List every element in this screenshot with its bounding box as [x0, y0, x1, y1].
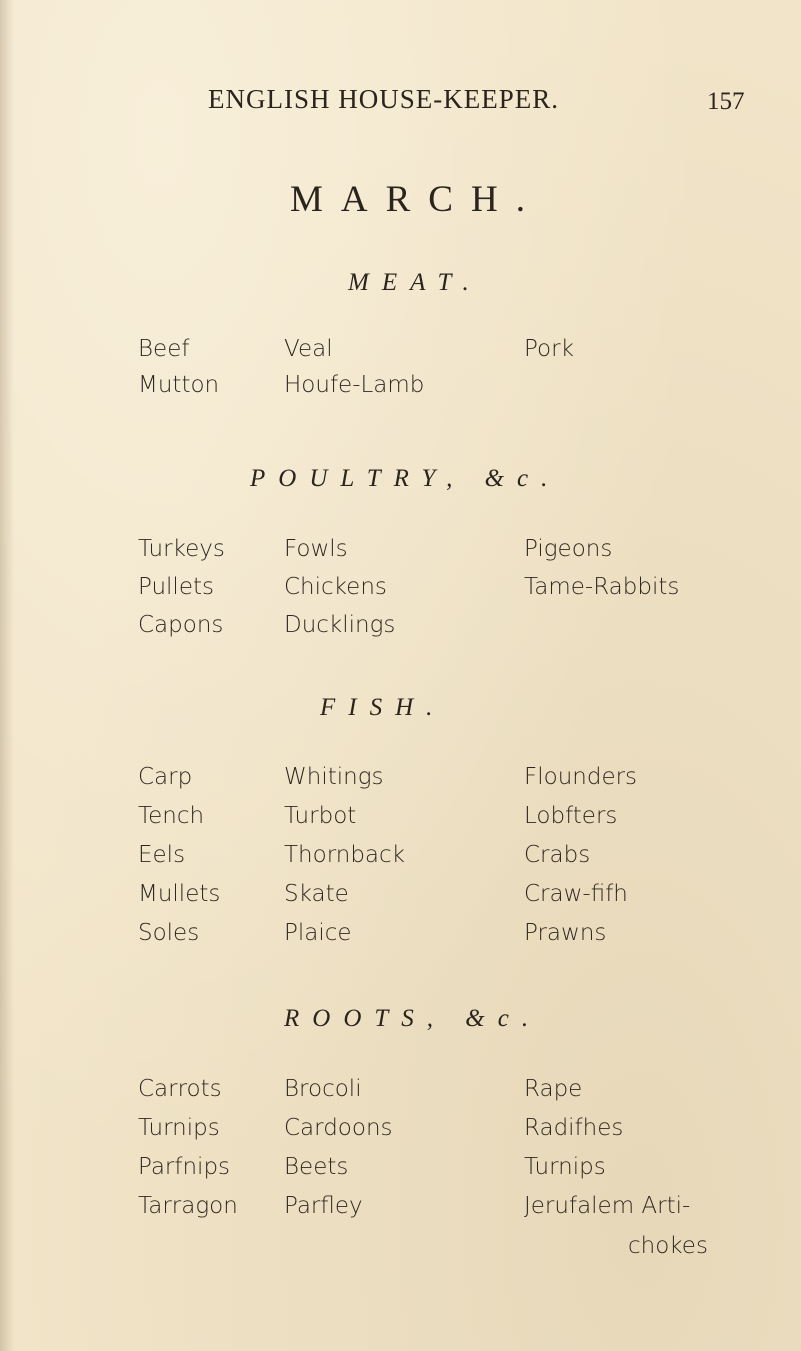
list-item: Whitings [284, 764, 384, 790]
list-item: Capons [138, 612, 224, 638]
list-item: Radifhes [524, 1115, 624, 1141]
section-heading-fish: FISH. [320, 694, 446, 721]
list-item: Turnips [138, 1115, 220, 1141]
list-item: Prawns [524, 920, 607, 946]
section-heading-poultry: POULTRY, &c. [250, 465, 561, 492]
list-item: Mullets [138, 881, 221, 907]
list-item: Tarragon [138, 1193, 238, 1219]
section-heading-meat: MEAT. [348, 269, 482, 296]
list-item: Parfnips [138, 1154, 231, 1180]
section-heading-roots: ROOTS, &c. [284, 1005, 542, 1032]
list-item: Fowls [284, 536, 348, 562]
list-item: Crabs [524, 842, 591, 868]
list-item: Mutton [138, 372, 220, 398]
list-item: Cardoons [284, 1115, 393, 1141]
list-item: Chickens [284, 574, 387, 600]
list-item: Carp [138, 764, 193, 790]
list-item: Turnips [524, 1154, 606, 1180]
list-item: Carrots [138, 1076, 222, 1102]
list-item: Parfley [284, 1193, 363, 1219]
list-item: Pigeons [524, 536, 613, 562]
list-item: Brocoli [284, 1076, 362, 1102]
list-item: Lobfters [524, 803, 618, 829]
list-item: Beef [138, 336, 190, 362]
list-item: Plaice [284, 920, 352, 946]
list-item-continuation: chokes [628, 1233, 708, 1259]
month-title: MARCH. [290, 179, 543, 220]
list-item: Pork [524, 336, 574, 362]
list-item: Skate [284, 881, 349, 907]
page-number: 157 [707, 88, 745, 115]
list-item: Houfe-Lamb [284, 372, 425, 398]
list-item: Turbot [284, 803, 357, 829]
list-item: Jerufalem Arti- [524, 1193, 691, 1219]
list-item: Rape [524, 1076, 583, 1102]
running-head: ENGLISH HOUSE-KEEPER. [208, 84, 559, 114]
list-item: Turkeys [138, 536, 225, 562]
list-item: Veal [284, 336, 333, 362]
page-gutter-shadow [0, 0, 14, 1351]
list-item: Craw-fifh [524, 881, 628, 907]
list-item: Tame-Rabbits [524, 574, 680, 600]
list-item: Tench [138, 803, 205, 829]
list-item: Flounders [524, 764, 638, 790]
list-item: Pullets [138, 574, 214, 600]
list-item: Eels [138, 842, 186, 868]
list-item: Ducklings [284, 612, 396, 638]
list-item: Soles [138, 920, 200, 946]
list-item: Thornback [284, 842, 405, 868]
list-item: Beets [284, 1154, 349, 1180]
